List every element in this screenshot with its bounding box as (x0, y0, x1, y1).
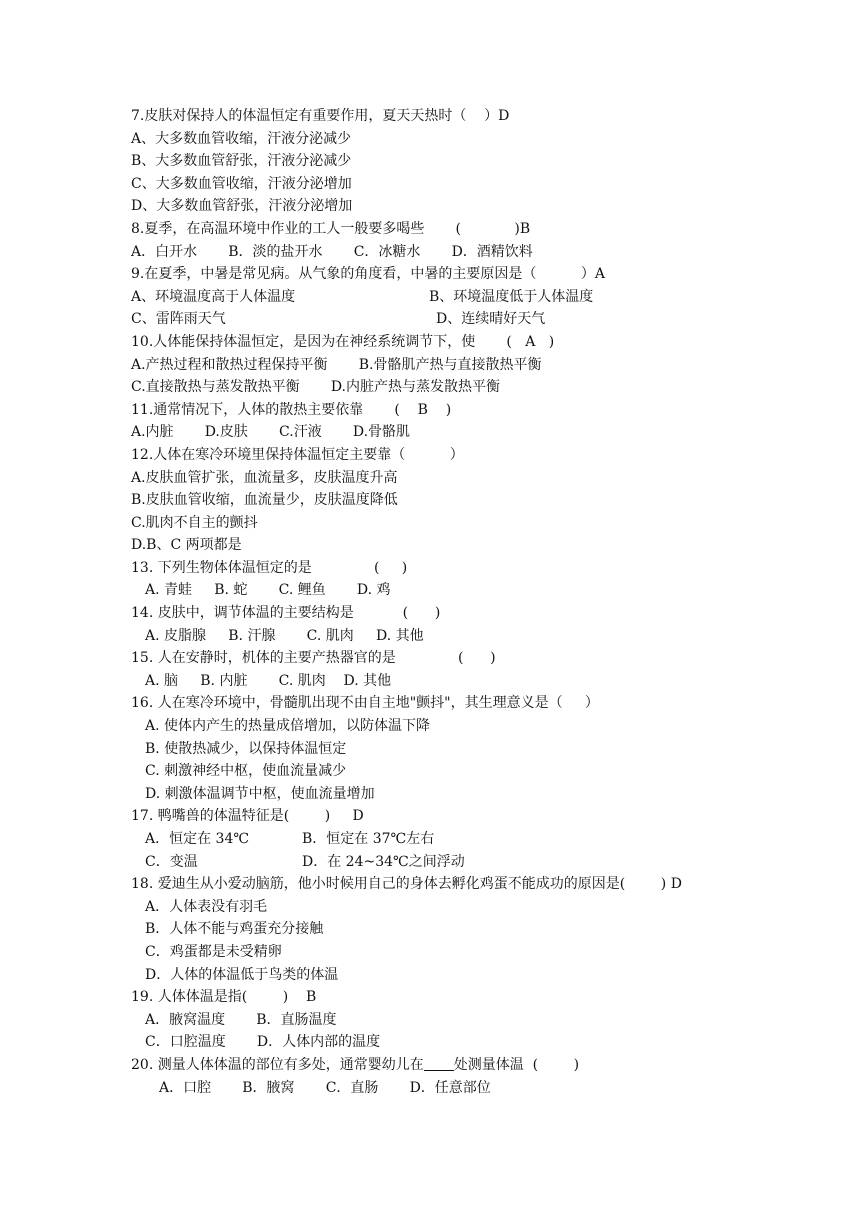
q18-option-c: C．鸡蛋都是未受精卵 (145, 943, 282, 960)
q11-stem: 11.通常情况下，人体的散热主要依靠 ( B ) (131, 401, 452, 418)
q7-option-c: C、大多数血管收缩，汗液分泌增加 (131, 175, 352, 192)
q13-stem: 13. 下列生物体体温恒定的是 ( ) (131, 559, 408, 576)
q12-stem: 12.人体在寒冷环境里保持体温恒定主要靠（ ） (131, 446, 464, 463)
q20-blank (424, 1056, 454, 1071)
q7-stem: 7.皮肤对保持人的体温恒定有重要作用，夏天天热时（ ）D (131, 108, 510, 124)
q19-stem: 19. 人体体温是指( ) B (131, 989, 317, 1006)
q9-stem: 9.在夏季，中暑是常见病。从气象的角度看，中暑的主要原因是（ ）A (131, 266, 605, 283)
q18-option-d: D．人体的体温低于鸟类的体温 (145, 966, 339, 983)
q20-stem-before: 20. 测量人体体温的部位有多处，通常婴幼儿在 (131, 1056, 424, 1073)
q11-options: A.内脏 D.皮肤 C.汗液 D.骨骼肌 (131, 424, 411, 441)
q12-option-b: B.皮肤血管收缩，血流量少，皮肤温度降低 (131, 492, 398, 509)
q15-options: A. 脑 B. 内脏 C. 肌肉 D. 其他 (145, 672, 392, 689)
q9-option-a: A、环境温度高于人体温度 (131, 288, 296, 305)
q17-option-b: B．恒定在 37℃左右 (302, 831, 435, 847)
q19-options-row2: C．口腔温度 D．人体内部的温度 (145, 1034, 381, 1051)
q17-options-row2 (131, 851, 751, 874)
q8-stem: 8.夏季，在高温环境中作业的工人一般要多喝些 ( )B (131, 220, 531, 237)
q20-stem (131, 1054, 751, 1077)
q19-options-row1: A．腋窝温度 B．直肠温度 (145, 1011, 337, 1028)
q10-stem: 10.人体能保持体温恒定，是因为在神经系统调节下，使 ( A ) (131, 333, 555, 350)
q15-stem: 15. 人在安静时，机体的主要产热器官的是 ( ) (131, 650, 496, 667)
q20-stem-after: 处测量体温 ( ) (453, 1056, 580, 1073)
q14-options: A. 皮脂腺 B. 汗腺 C. 肌肉 D. 其他 (145, 627, 424, 644)
q16-stem: 16. 人在寒冷环境中，骨髓肌出现不由自主地"颤抖"，其生理意义是（ ） (131, 695, 599, 712)
q20-options: A．口腔 B．腋窝 C．直肠 D．任意部位 (159, 1079, 491, 1096)
question-list (131, 105, 751, 1099)
q16-option-c: C. 刺激神经中枢，使血流量减少 (145, 763, 347, 780)
q7-option-a: A、大多数血管收缩，汗液分泌减少 (131, 130, 352, 147)
q13-options: A. 青蛙 B. 蛇 C. 鲤鱼 D. 鸡 (145, 582, 391, 599)
q12-option-a: A.皮肤血管扩张，血流量多，皮肤温度升高 (131, 469, 398, 486)
q7-option-b: B、大多数血管舒张，汗液分泌减少 (131, 153, 352, 170)
q17-option-c: C．变温 (145, 853, 198, 870)
q7-option-d: D、大多数血管舒张，汗液分泌增加 (131, 198, 353, 215)
q12-option-d: D.B、C 两项都是 (131, 537, 242, 554)
q12-option-c: C.肌肉不自主的颤抖 (131, 514, 258, 531)
q14-stem: 14. 皮肤中，调节体温的主要结构是 ( ) (131, 605, 441, 622)
q16-option-d: D. 刺激体温调节中枢，使血流量增加 (145, 785, 375, 802)
q16-option-a: A. 使体内产生的热量成倍增加，以防体温下降 (145, 718, 431, 735)
q17-option-a: A．恒定在 34℃ (145, 831, 250, 847)
q16-option-b: B. 使散热减少，以保持体温恒定 (145, 740, 347, 757)
q8-options: A．白开水 B．淡的盐开水 C．冰糖水 D．酒精饮料 (131, 243, 533, 260)
q9-option-c: C、雷阵雨天气 (131, 311, 226, 328)
q17-option-d: D．在 24~34℃之间浮动 (302, 853, 465, 870)
q9-option-b: B、环境温度低于人体温度 (429, 288, 594, 305)
q10-options-row1: A.产热过程和散热过程保持平衡 B.骨骼肌产热与直接散热平衡 (131, 356, 542, 373)
q9-options-row1 (131, 286, 751, 309)
q17-stem: 17. 鸭嘴兽的体温特征是( ) D (131, 808, 364, 825)
q18-option-a: A．人体表没有羽毛 (145, 898, 268, 915)
q10-options-row2: C.直接散热与蒸发散热平衡 D.内脏产热与蒸发散热平衡 (131, 379, 500, 396)
q9-options-row2 (131, 308, 751, 331)
q18-option-b: B．人体不能与鸡蛋充分接触 (145, 921, 324, 938)
q18-stem: 18. 爱迪生从小爱动脑筋，他小时候用自己的身体去孵化鸡蛋不能成功的原因是( ) D (131, 876, 682, 893)
q9-option-d: D、连续晴好天气 (436, 311, 546, 328)
q17-options-row1 (131, 828, 751, 851)
